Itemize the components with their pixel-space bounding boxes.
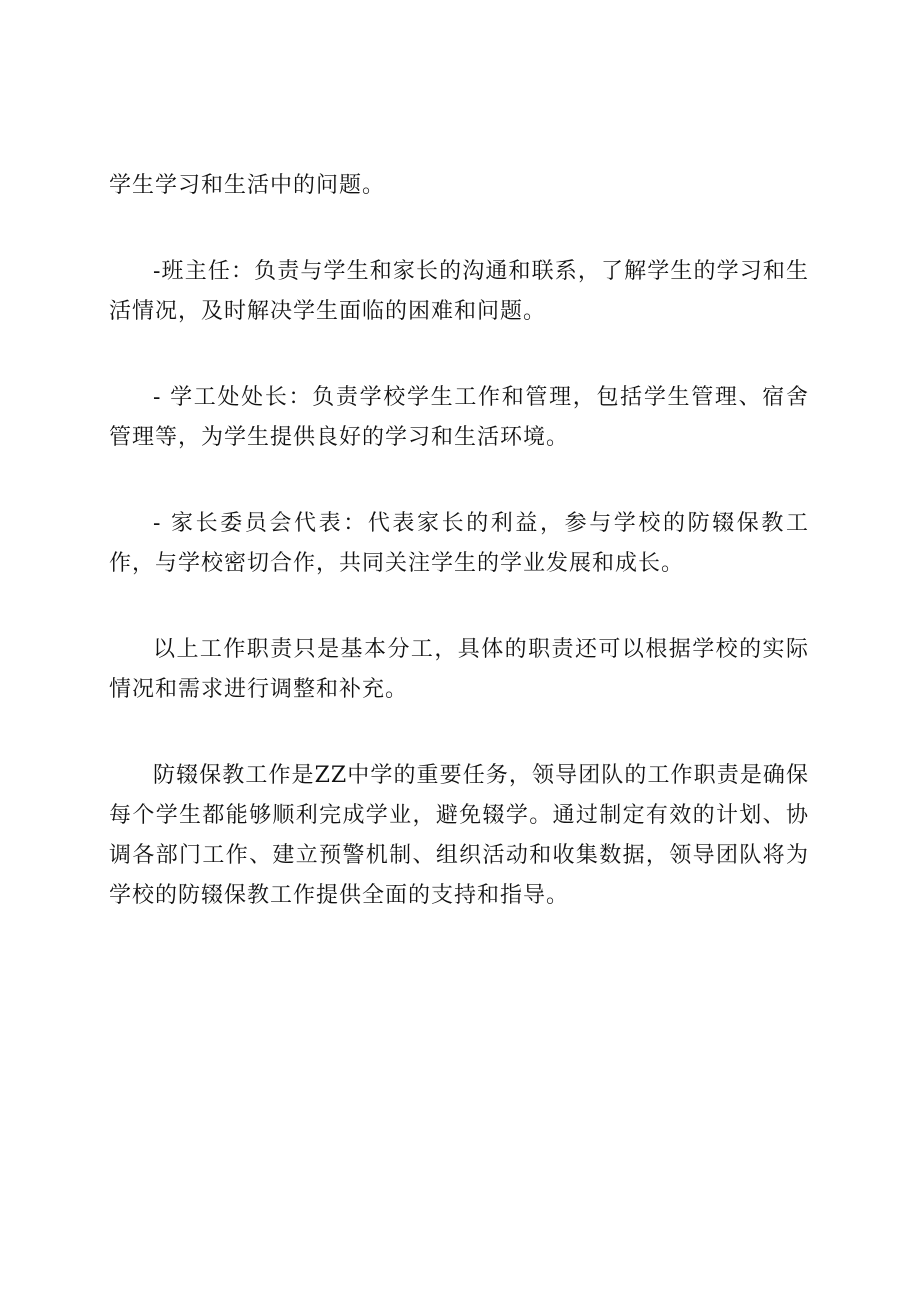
paragraph-summary: 防辍保教工作是ZZ中学的重要任务，领导团队的工作职责是确保每个学生都能够顺利完成学业，避免辍学。通过制定有效的计划、协调各部门工作、建立预警机制、组织活动和收集数据，领导团队将为学校的防辍保教工作提供全面的支持和指导。	[109, 763, 809, 908]
paragraph-responsibility-note: 以上工作职责只是基本分工，具体的职责还可以根据学校的实际情况和需求进行调整和补充。	[109, 637, 809, 702]
paragraph-head-teacher: -班主任：负责与学生和家长的沟通和联系，了解学生的学习和生活情况，及时解决学生面临的困难和问题。	[109, 259, 809, 324]
paragraph-student-affairs-director: - 学工处处长：负责学校学生工作和管理，包括学生管理、宿舍管理等，为学生提供良好的学习和生活环境。	[109, 385, 809, 450]
paragraph-continuation: 学生学习和生活中的问题。	[109, 173, 386, 198]
paragraph-parent-committee: - 家长委员会代表：代表家长的利益，参与学校的防辍保教工作，与学校密切合作，共同关注学生的学业发展和成长。	[109, 511, 809, 576]
document-body	[109, 166, 809, 916]
